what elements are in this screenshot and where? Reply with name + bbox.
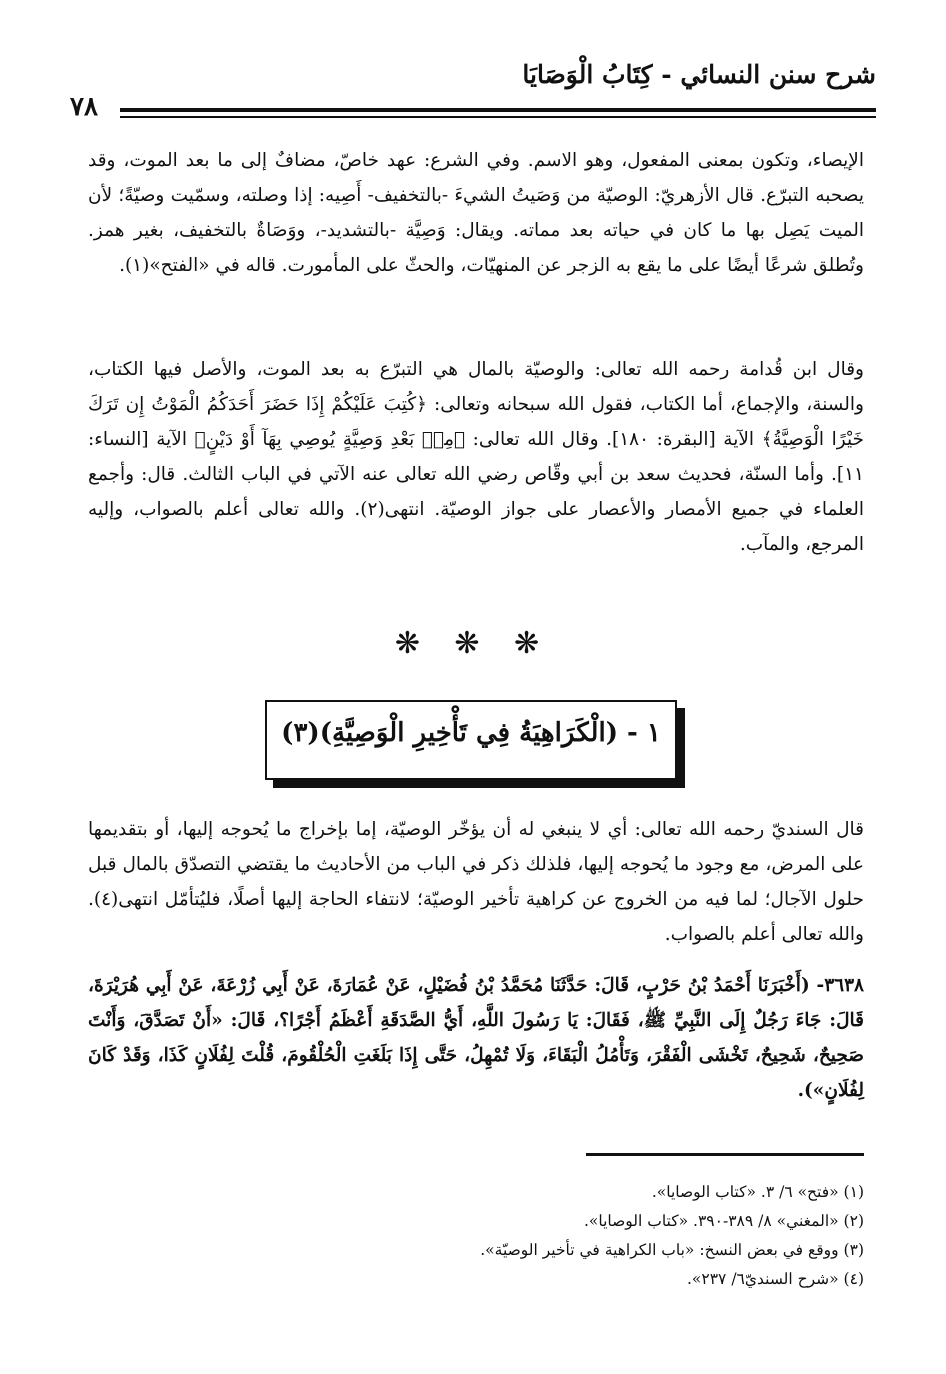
chapter-heading: ١ - (الْكَرَاهِيَةُ فِي تَأْخِيرِ الْوَصِيَّةِ)(٣) xyxy=(281,718,661,748)
running-title: شرح سنن النسائي - كِتَابُ الْوَصَايَا xyxy=(522,60,876,89)
paragraph-text: وقال ابن قُدامة رحمه الله تعالى: والوصيّة بالمال هي التبرّع به بعد الموت، والأصل فيها الكتاب، والسنة، والإجماع، أما الكتاب، فقول الله سبحانه وتعالى: ﴿كُتِبَ عَلَيْكُمْ إِذَا حَضَرَ أَحَدَكُمُ الْمَوْتُ إِن تَرَكَ خَيْرًا الْوَصِيَّةُ﴾ الآية [البقرة: ١٨٠]. وقال الله تعالى: ﴿مِنۢ بَعْدِ وَصِيَّةٍ يُوصِي بِهَآ أَوْ دَيْنٍ﴾ الآية [النساء: ١١]. وأما السنّة، فحديث سعد بن أبي وقّاص رضي الله تعالى عنه الآتي في الباب الثالث. قال: وأجمع العلماء في جميع الأمصار والأعصار على جواز الوصيّة. انتهى(٢). والله تعالى أعلم بالصواب، وإليه المرجع، والمآب. xyxy=(88,359,864,555)
header-rule-thin xyxy=(120,116,876,118)
page-number: ٧٨ xyxy=(70,92,98,122)
paragraph-definition xyxy=(88,143,864,283)
hadith-text xyxy=(88,968,864,1108)
footnote: (٤) «شرح السنديّ٦/ ٢٣٧». xyxy=(686,1270,864,1288)
footnote-divider xyxy=(586,1153,864,1156)
footnote: (٣) ووقع في بعض النسخ: «باب الكراهية في تأخير الوصيّة». xyxy=(480,1241,864,1259)
section-separator: ❋ ❋ ❋ xyxy=(394,626,552,661)
footnotes xyxy=(88,1178,864,1294)
paragraph-text: الإيصاء، وتكون بمعنى المفعول، وهو الاسم. وفي الشرع: عهد خاصّ، مضافٌ إلى ما بعد الموت، وقد يصحبه التبرّع. قال الأزهريّ: الوصيّة من وَصَيتُ الشيءَ -بالتخفيف- أَصِيه: إذا وصلته، وسمّيت وصيّةً؛ لأن الميت يَصِل بها ما كان في حياته بعد مماته. ويقال: وَصِيَّة -بالتشديد-، ووَصَاةٌ بالتخفيف، بغير همز. وتُطلق شرعًا أيضًا على ما يقع به الزجر عن المنهيّات، والحثّ على المأمورت. قاله في «الفتح»(١). xyxy=(88,150,864,276)
chapter-heading-box xyxy=(265,700,677,780)
paragraph-text: قال السنديّ رحمه الله تعالى: أي لا ينبغي له أن يؤخّر الوصيّة، إما بإخراج ما يُحوجه إليها، أو بتقديمها على المرض، مع وجود ما يُحوجه إليها، فلذلك ذكر في الباب من الأحاديث ما يقتضي التصدّق بالمال قبل حلول الآجال؛ لما فيه من الخروج عن كراهية تأخير الوصيّة؛ لانتفاء الحاجة إليها أصلًا، فليُتأمّل انتهى(٤). والله تعالى أعلم بالصواب. xyxy=(88,819,864,945)
paragraph-ibn-qudama xyxy=(88,352,864,562)
paragraph-sindi xyxy=(88,812,864,952)
footnote: (١) «فتح» ٦/ ٣. «كتاب الوصايا». xyxy=(651,1183,864,1201)
footnote: (٢) «المغني» ٨/ ٣٨٩-٣٩٠. «كتاب الوصايا». xyxy=(583,1212,864,1230)
header-rule-thick xyxy=(120,108,876,112)
running-header xyxy=(70,60,876,122)
paragraph-text: ٣٦٣٨- (أَخْبَرَنَا أَحْمَدُ بْنُ حَرْبٍ، قَالَ: حَدَّثَنَا مُحَمَّدُ بْنُ فُضَيْلٍ، عَنْ عُمَارَةَ، عَنْ أَبِي زُرْعَةَ، عَنْ أَبِي هُرَيْرَةَ، قَالَ: جَاءَ رَجُلٌ إِلَى النَّبِيِّ ﷺ، فَقَالَ: يَا رَسُولَ اللَّهِ، أَيُّ الصَّدَقَةِ أَعْظَمُ أَجْرًا؟، قَالَ: «أَنْ تَصَدَّقَ، وَأَنْتَ صَحِيحٌ، شَحِيحٌ، تَخْشَى الْفَقْرَ، وَتَأْمُلُ الْبَقَاءَ، وَلَا تُمْهِلُ، حَتَّى إِذَا بَلَغَتِ الْحُلْقُومَ، قُلْتَ لِفُلَانٍ كَذَا، وَقَدْ كَانَ لِفُلَانٍ»). xyxy=(88,975,864,1101)
